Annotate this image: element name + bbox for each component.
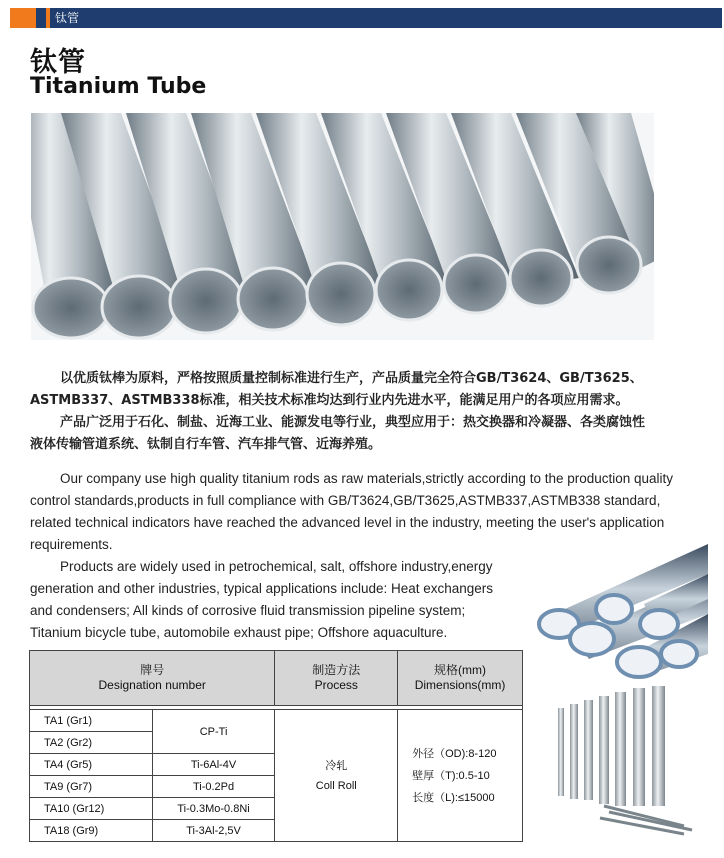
tube-ends-illustration	[534, 544, 708, 682]
header-bar	[10, 8, 722, 28]
grade-cell: TA2 (Gr2)	[30, 732, 153, 754]
dimension-length: 长度（L):≤15000	[412, 791, 495, 804]
material-cell: Ti-0.3Mo-0.8Ni	[152, 798, 275, 820]
designation-header-cn: 牌号	[140, 663, 165, 677]
dimension-wall: 壁厚（T):0.5-10	[412, 769, 490, 782]
cn-line-1: 以优质钛棒为原料，严格按照质量控制标准进行生产，产品质量完全符合GB/T3624、GB/T3625、	[60, 371, 643, 386]
tubes-illustration	[31, 113, 654, 340]
description-cn	[30, 368, 712, 456]
page-title-en: Titanium Tube	[30, 74, 207, 99]
en-line-6: generation and other industries, typical applications include: Heat exchangers	[30, 581, 494, 596]
grade-cell: TA9 (Gr7)	[30, 776, 153, 798]
dimensions-header-en: Dimensions(mm)	[414, 678, 506, 692]
header-accent-block	[10, 8, 36, 28]
material-cell: CP-Ti	[152, 710, 275, 754]
cn-line-4: 液体传输管道系统、钛制自行车管、汽车排气管、近海养殖。	[30, 437, 382, 452]
process-header-en: Process	[314, 678, 358, 692]
spec-table	[29, 650, 523, 842]
page-title-cn: 钛管	[30, 47, 86, 78]
en-line-5: Products are widely used in petrochemical, salt, offshore industry,energy	[60, 559, 493, 574]
material-cell: Ti-3Al-2,5V	[152, 820, 275, 842]
grade-cell: TA1 (Gr1)	[30, 710, 153, 732]
designation-header	[30, 651, 275, 706]
en-line-8: Titanium bicycle tube, automobile exhaust pipe; Offshore aquaculture.	[30, 625, 448, 640]
standing-tubes-illustration	[534, 686, 708, 836]
process-cell	[275, 710, 398, 842]
dimensions-header-cn: 规格(mm)	[434, 663, 487, 677]
header-tab-label: 钛管	[55, 11, 80, 25]
process-header	[275, 651, 398, 706]
spec-table-header-row	[30, 651, 523, 706]
grade-cell: TA10 (Gr12)	[30, 798, 153, 820]
cn-line-2: ASTMB337、ASTMB338标准，相关技术标准均达到行业内先进水平，能满足用户的各项应用需求。	[30, 393, 629, 408]
tube-ends-photo	[534, 544, 708, 682]
dimension-od: 外径（OD):8-120	[412, 747, 497, 760]
material-cell: Ti-6Al-4V	[152, 754, 275, 776]
dimensions-cell	[398, 710, 523, 842]
grade-cell: TA4 (Gr5)	[30, 754, 153, 776]
en-line-1: Our company use high quality titanium rods as raw materials,strictly according to the production quality	[60, 471, 674, 486]
process-en: Coll Roll	[315, 779, 357, 792]
table-row	[30, 710, 523, 732]
en-line-7: and condensers; All kinds of corrosive fluid transmission pipeline system;	[30, 603, 466, 618]
process-header-cn: 制造方法	[312, 663, 361, 677]
header-separator	[46, 8, 50, 28]
en-line-4: requirements.	[30, 537, 113, 552]
designation-header-en: Designation number	[98, 678, 206, 692]
dimensions-header	[398, 651, 523, 706]
standing-tubes-photo	[534, 686, 708, 836]
grade-cell: TA18 (Gr9)	[30, 820, 153, 842]
cn-line-3: 产品广泛用于石化、制盐、近海工业、能源发电等行业，典型应用于：热交换器和冷凝器、各类腐蚀性	[60, 415, 646, 430]
process-cn: 冷轧	[325, 759, 348, 772]
material-cell: Ti-0.2Pd	[152, 776, 275, 798]
en-line-3: related technical indicators have reached the advanced level in the industry, meeting the user's application	[30, 515, 665, 530]
titanium-tubes-photo	[31, 113, 654, 340]
en-line-2: control standards,products in full compliance with GB/T3624,GB/T3625,ASTMB337,ASTMB338 standard,	[30, 493, 661, 508]
